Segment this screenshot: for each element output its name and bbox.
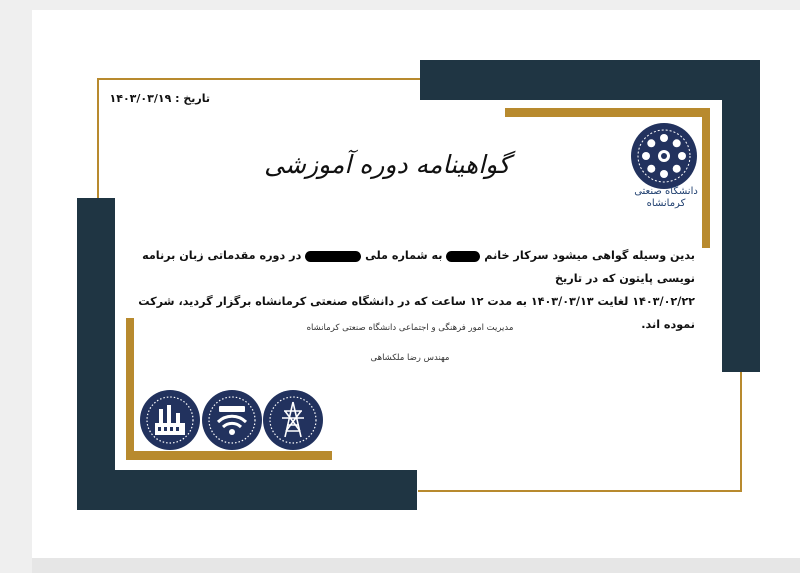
power-seal-icon [262, 389, 324, 451]
gold-frame-top [97, 78, 420, 80]
signatory-name: مهندس رضا ملکشاهی [370, 353, 450, 363]
gold-accent-left [126, 318, 134, 460]
navy-band-bottom [77, 470, 417, 510]
certificate-date: تاریخ : ۱۴۰۳/۰۳/۱۹ [109, 92, 210, 105]
redacted-name [446, 251, 480, 262]
body-line-1 [130, 244, 695, 290]
navy-band-top [420, 60, 760, 100]
signatory-title: مدیریت امور فرهنگی و اجتماعی دانشگاه صنعتی کرمانشاه [306, 323, 514, 333]
redacted-national-id [305, 251, 361, 262]
gold-frame-right [740, 372, 742, 492]
university-logo-icon [630, 122, 698, 190]
gold-frame-left [97, 78, 99, 200]
gold-accent-right [702, 108, 710, 248]
body-line1-part-a: بدین وسیله گواهی میشود سرکار خانم [484, 249, 695, 262]
body-line-2: ۱۴۰۳/۰۲/۲۲ لغایت ۱۴۰۳/۰۳/۱۳ به مدت ۱۲ ساعت که در دانشگاه صنعتی کرمانشاه برگزار گردید، شرکت نموده اند. [138, 295, 695, 331]
body-line1-part-b: به شماره ملی [365, 249, 443, 262]
navy-band-left [77, 198, 115, 510]
gold-frame-bottom [418, 490, 742, 492]
navy-band-right [722, 60, 760, 372]
certificate-title: گواهینامه دوره آموزشی [264, 150, 510, 179]
body-line1-part-c: در دوره مقدماتی زبان برنامه نویسی پایتون که در تاریخ [142, 249, 695, 285]
network-seal-icon [201, 389, 263, 451]
gold-accent-bottom [126, 451, 332, 460]
university-name-line1: دانشگاه صنعتی [634, 186, 698, 197]
university-name [626, 186, 706, 210]
university-name-line2: کرمانشاه [646, 198, 686, 209]
gold-accent-top [505, 108, 710, 117]
page-shadow [32, 558, 800, 573]
industry-seal-icon [139, 389, 201, 451]
